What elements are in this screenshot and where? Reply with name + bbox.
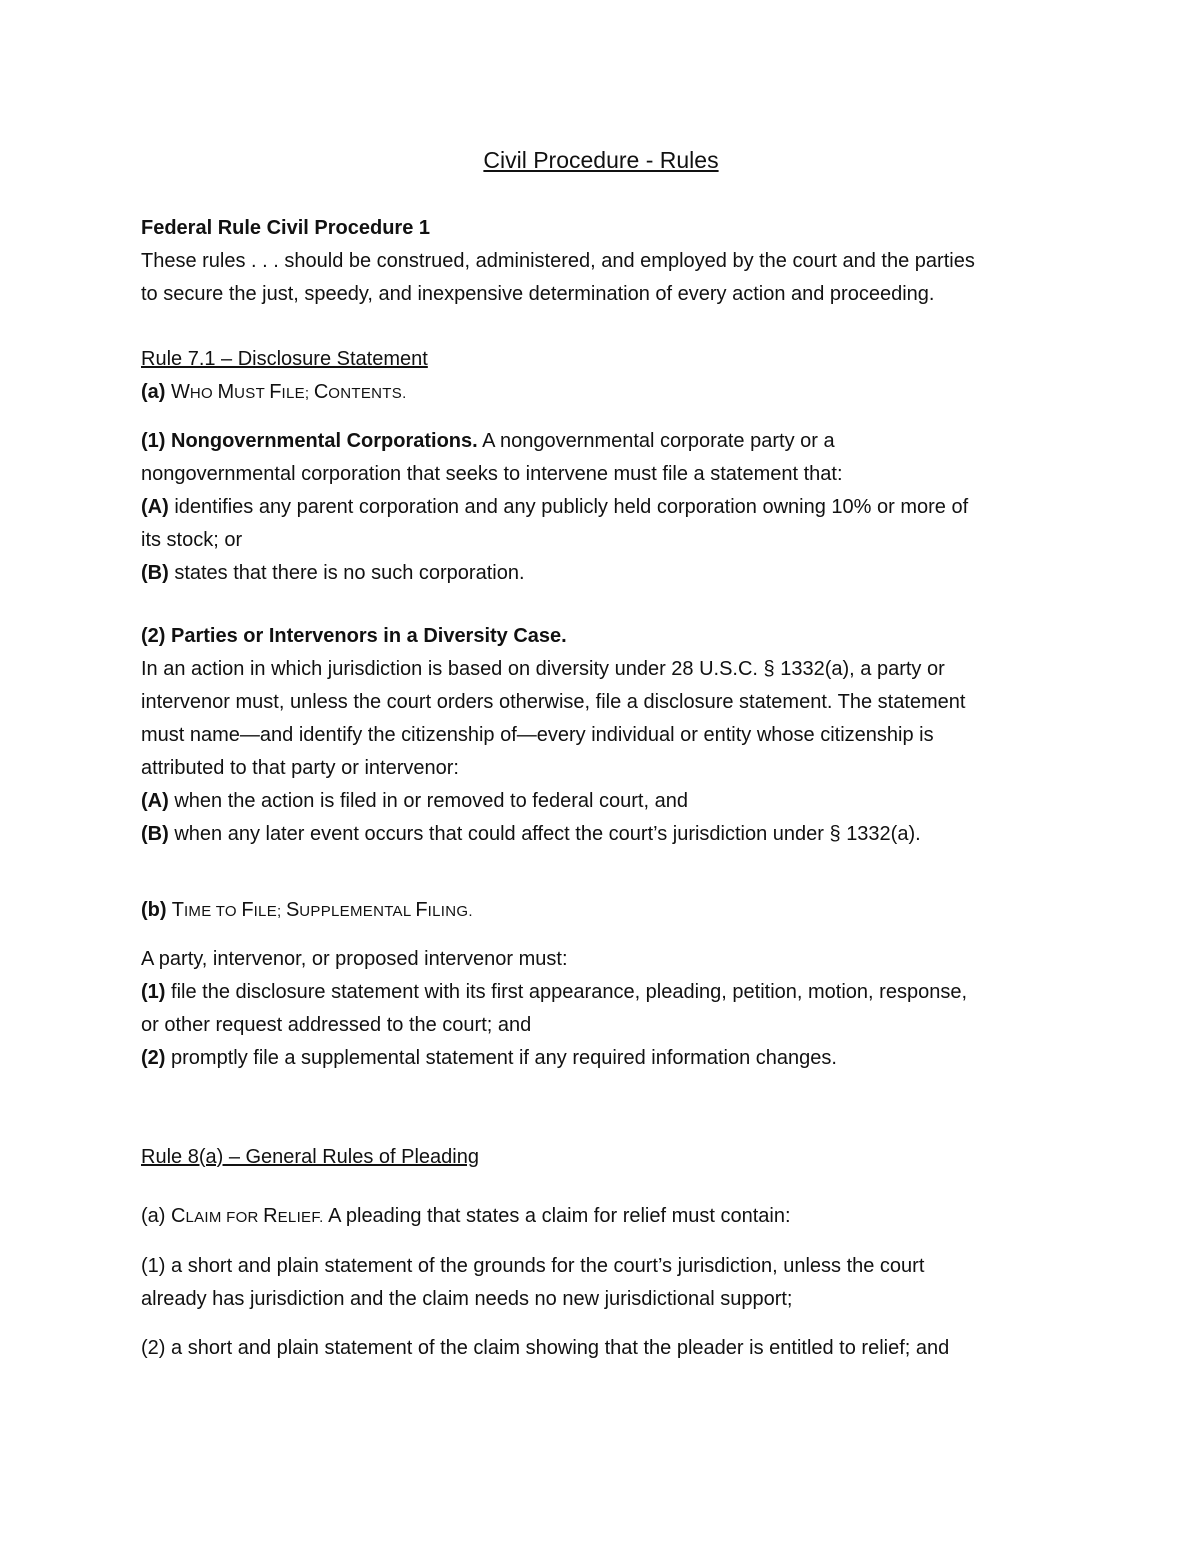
rule71-b-item1-line2: or other request addressed to the court; and — [141, 1014, 532, 1036]
rule1-text-line2: to secure the just, speedy, and inexpensive determination of every action and proceeding. — [141, 283, 935, 305]
rule8-item1-line1: (1) a short and plain statement of the grounds for the court’s jurisdiction, unless the court — [141, 1255, 925, 1277]
rule71-p2-line2: intervenor must, unless the court orders otherwise, file a disclosure statement. The statement — [141, 691, 966, 713]
rule71-b-heading — [141, 894, 1061, 928]
rule71-b-item1-line1: (1) file the disclosure statement with its first appearance, pleading, petition, motion, response, — [141, 981, 967, 1003]
rule71-p1-A-line1: (A) identifies any parent corporation and any publicly held corporation owning 10% or more of — [141, 496, 969, 518]
rule71-heading: Rule 7.1 – Disclosure Statement — [141, 348, 428, 370]
document-title: Civil Procedure - Rules — [483, 147, 719, 173]
rule8-item1-line2: already has jurisdiction and the claim needs no new jurisdictional support; — [141, 1288, 793, 1310]
rule71-p1-label: (1) Nongovernmental Corporations. — [141, 430, 478, 452]
rule71-b-caption: TIME TO FILE; SUPPLEMENTAL FILING. — [171, 899, 473, 921]
rule71-p2-B: (B) when any later event occurs that could affect the court’s jurisdiction under § 1332(a). — [141, 823, 921, 845]
rule71-p2-A: (A) when the action is filed in or removed to federal court, and — [141, 790, 688, 812]
document-body — [141, 143, 1061, 1365]
rule1-text-line1: These rules . . . should be construed, administered, and employed by the court and the parties — [141, 250, 975, 272]
rule71-a-label: (a) — [141, 381, 166, 403]
rule71-b-item2: (2) promptly file a supplemental statement if any required information changes. — [141, 1047, 837, 1069]
rule71-p2-heading: (2) Parties or Intervenors in a Diversity Case. — [141, 625, 567, 647]
rule71-p2-line1: In an action in which jurisdiction is based on diversity under 28 U.S.C. § 1332(a), a party or — [141, 658, 945, 680]
rule71-p2-line4: attributed to that party or intervenor: — [141, 757, 459, 779]
rule8-heading: Rule 8(a) – General Rules of Pleading — [141, 1146, 479, 1168]
rule71-a-caption: WHO MUST FILE; CONTENTS. — [171, 381, 407, 403]
rule71-b-intro: A party, intervenor, or proposed intervenor must: — [141, 948, 568, 970]
rule71-p1-A-line2: its stock; or — [141, 529, 243, 551]
rule71-b-label: (b) — [141, 899, 167, 921]
rule8-item2: (2) a short and plain statement of the claim showing that the pleader is entitled to relief; and — [141, 1337, 950, 1359]
rule71-p1-line1: (1) Nongovernmental Corporations. A nongovernmental corporate party or a — [141, 430, 835, 452]
rule8-a-line: (a) CLAIM FOR RELIEF. A pleading that states a claim for relief must contain: — [141, 1205, 791, 1227]
rule71-p2-line3: must name—and identify the citizenship of—every individual or entity whose citizenship is — [141, 724, 934, 746]
rule71-p1-line2: nongovernmental corporation that seeks to intervene must file a statement that: — [141, 463, 843, 485]
rule71-p1-B: (B) states that there is no such corporation. — [141, 562, 525, 584]
rule71-a-heading — [141, 376, 1061, 410]
rule1-heading: Federal Rule Civil Procedure 1 — [141, 217, 430, 239]
